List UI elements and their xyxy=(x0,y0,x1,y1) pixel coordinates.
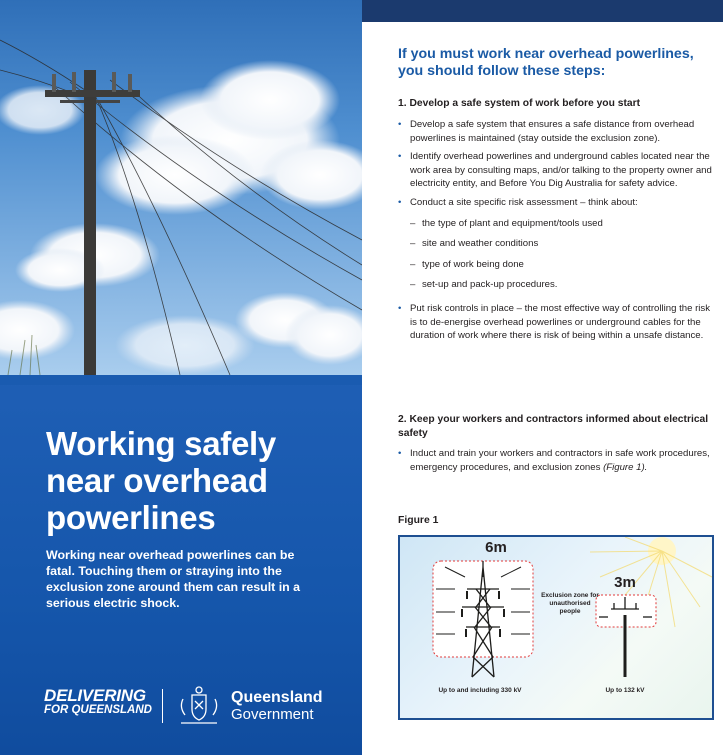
queensland-crest-icon xyxy=(175,685,223,727)
top-bar xyxy=(362,0,723,22)
risk-sub-item: – set-up and pack-up procedures. xyxy=(398,278,713,292)
cover-title xyxy=(46,425,346,536)
powerline-photo xyxy=(0,0,362,375)
delivering-logo xyxy=(44,686,152,717)
exclusion-zone-figure xyxy=(398,535,714,720)
step-1-bullet: • Identify overhead powerlines and underground cables located near the work area by consulting maps, and/or talking to the property owner and electricity entity, and Before You Dig Australia for safety advice. xyxy=(398,150,713,191)
panel-strip xyxy=(0,375,362,385)
step-1-title: 1. Develop a safe system of work before you start xyxy=(398,98,641,109)
right-distance-label: 3m xyxy=(614,574,636,591)
left-distance-label: 6m xyxy=(485,539,507,556)
step-1-bullet: • Conduct a site specific risk assessment – think about: xyxy=(398,196,713,210)
step-1-bullet: • Put risk controls in place – the most effective way of controlling the risk is to de-energise overhead powerlines or underground cables for the duration of work where there is risk of being within a unsafe distance. xyxy=(398,302,713,343)
step-2-bullet-text: Induct and train your workers and contractors in safe work procedures, emergency procedures, and exclusion zones xyxy=(410,448,710,473)
right-voltage-caption: Up to 132 kV xyxy=(605,687,645,694)
steps-heading: If you must work near overhead powerlines, you should follow these steps: xyxy=(398,46,694,79)
clouds xyxy=(0,60,362,375)
queensland-government-logo xyxy=(231,689,323,723)
figure-label: Figure 1 xyxy=(398,515,439,526)
step-2-title: 2. Keep your workers and contractors informed about electrical safety xyxy=(398,414,709,439)
content-panel xyxy=(362,0,723,755)
exclusion-zone-label: Exclusion zone for unauthorised people xyxy=(541,592,599,615)
step-2-section xyxy=(398,413,713,474)
risk-sub-item: – site and weather conditions xyxy=(398,237,713,251)
cover-blue-panel xyxy=(0,375,362,755)
qld-logo-line2: Government xyxy=(231,706,314,723)
figure-reference: (Figure 1). xyxy=(603,461,648,473)
step-1-section xyxy=(398,97,713,343)
delivering-logo-line1: DELIVERING xyxy=(44,686,146,705)
cover-title-line: near overhead xyxy=(46,462,268,499)
logo-divider xyxy=(162,689,163,723)
risk-sub-item: – type of work being done xyxy=(398,258,713,272)
step-2-bullet xyxy=(398,447,713,474)
left-voltage-caption: Up to and including 330 kV xyxy=(438,687,522,694)
cover-title-line: powerlines xyxy=(46,499,216,536)
cover-lede: Working near overhead powerlines can be fatal. Touching them or straying into the exclusion zone around them can result in a serious electric shock. xyxy=(46,548,301,610)
risk-sub-item: – the type of plant and equipment/tools used xyxy=(398,217,713,231)
sky-pole-illustration xyxy=(0,0,362,375)
qld-logo-line1: Queensland xyxy=(231,689,323,706)
logo-bar xyxy=(44,683,344,727)
cover-title-line: Working safely xyxy=(46,425,276,462)
delivering-logo-line2: FOR QUEENSLAND xyxy=(44,704,152,716)
step-1-bullet: • Develop a safe system that ensures a safe distance from overhead powerlines is maintained (stay outside the exclusion zone). xyxy=(398,118,713,145)
